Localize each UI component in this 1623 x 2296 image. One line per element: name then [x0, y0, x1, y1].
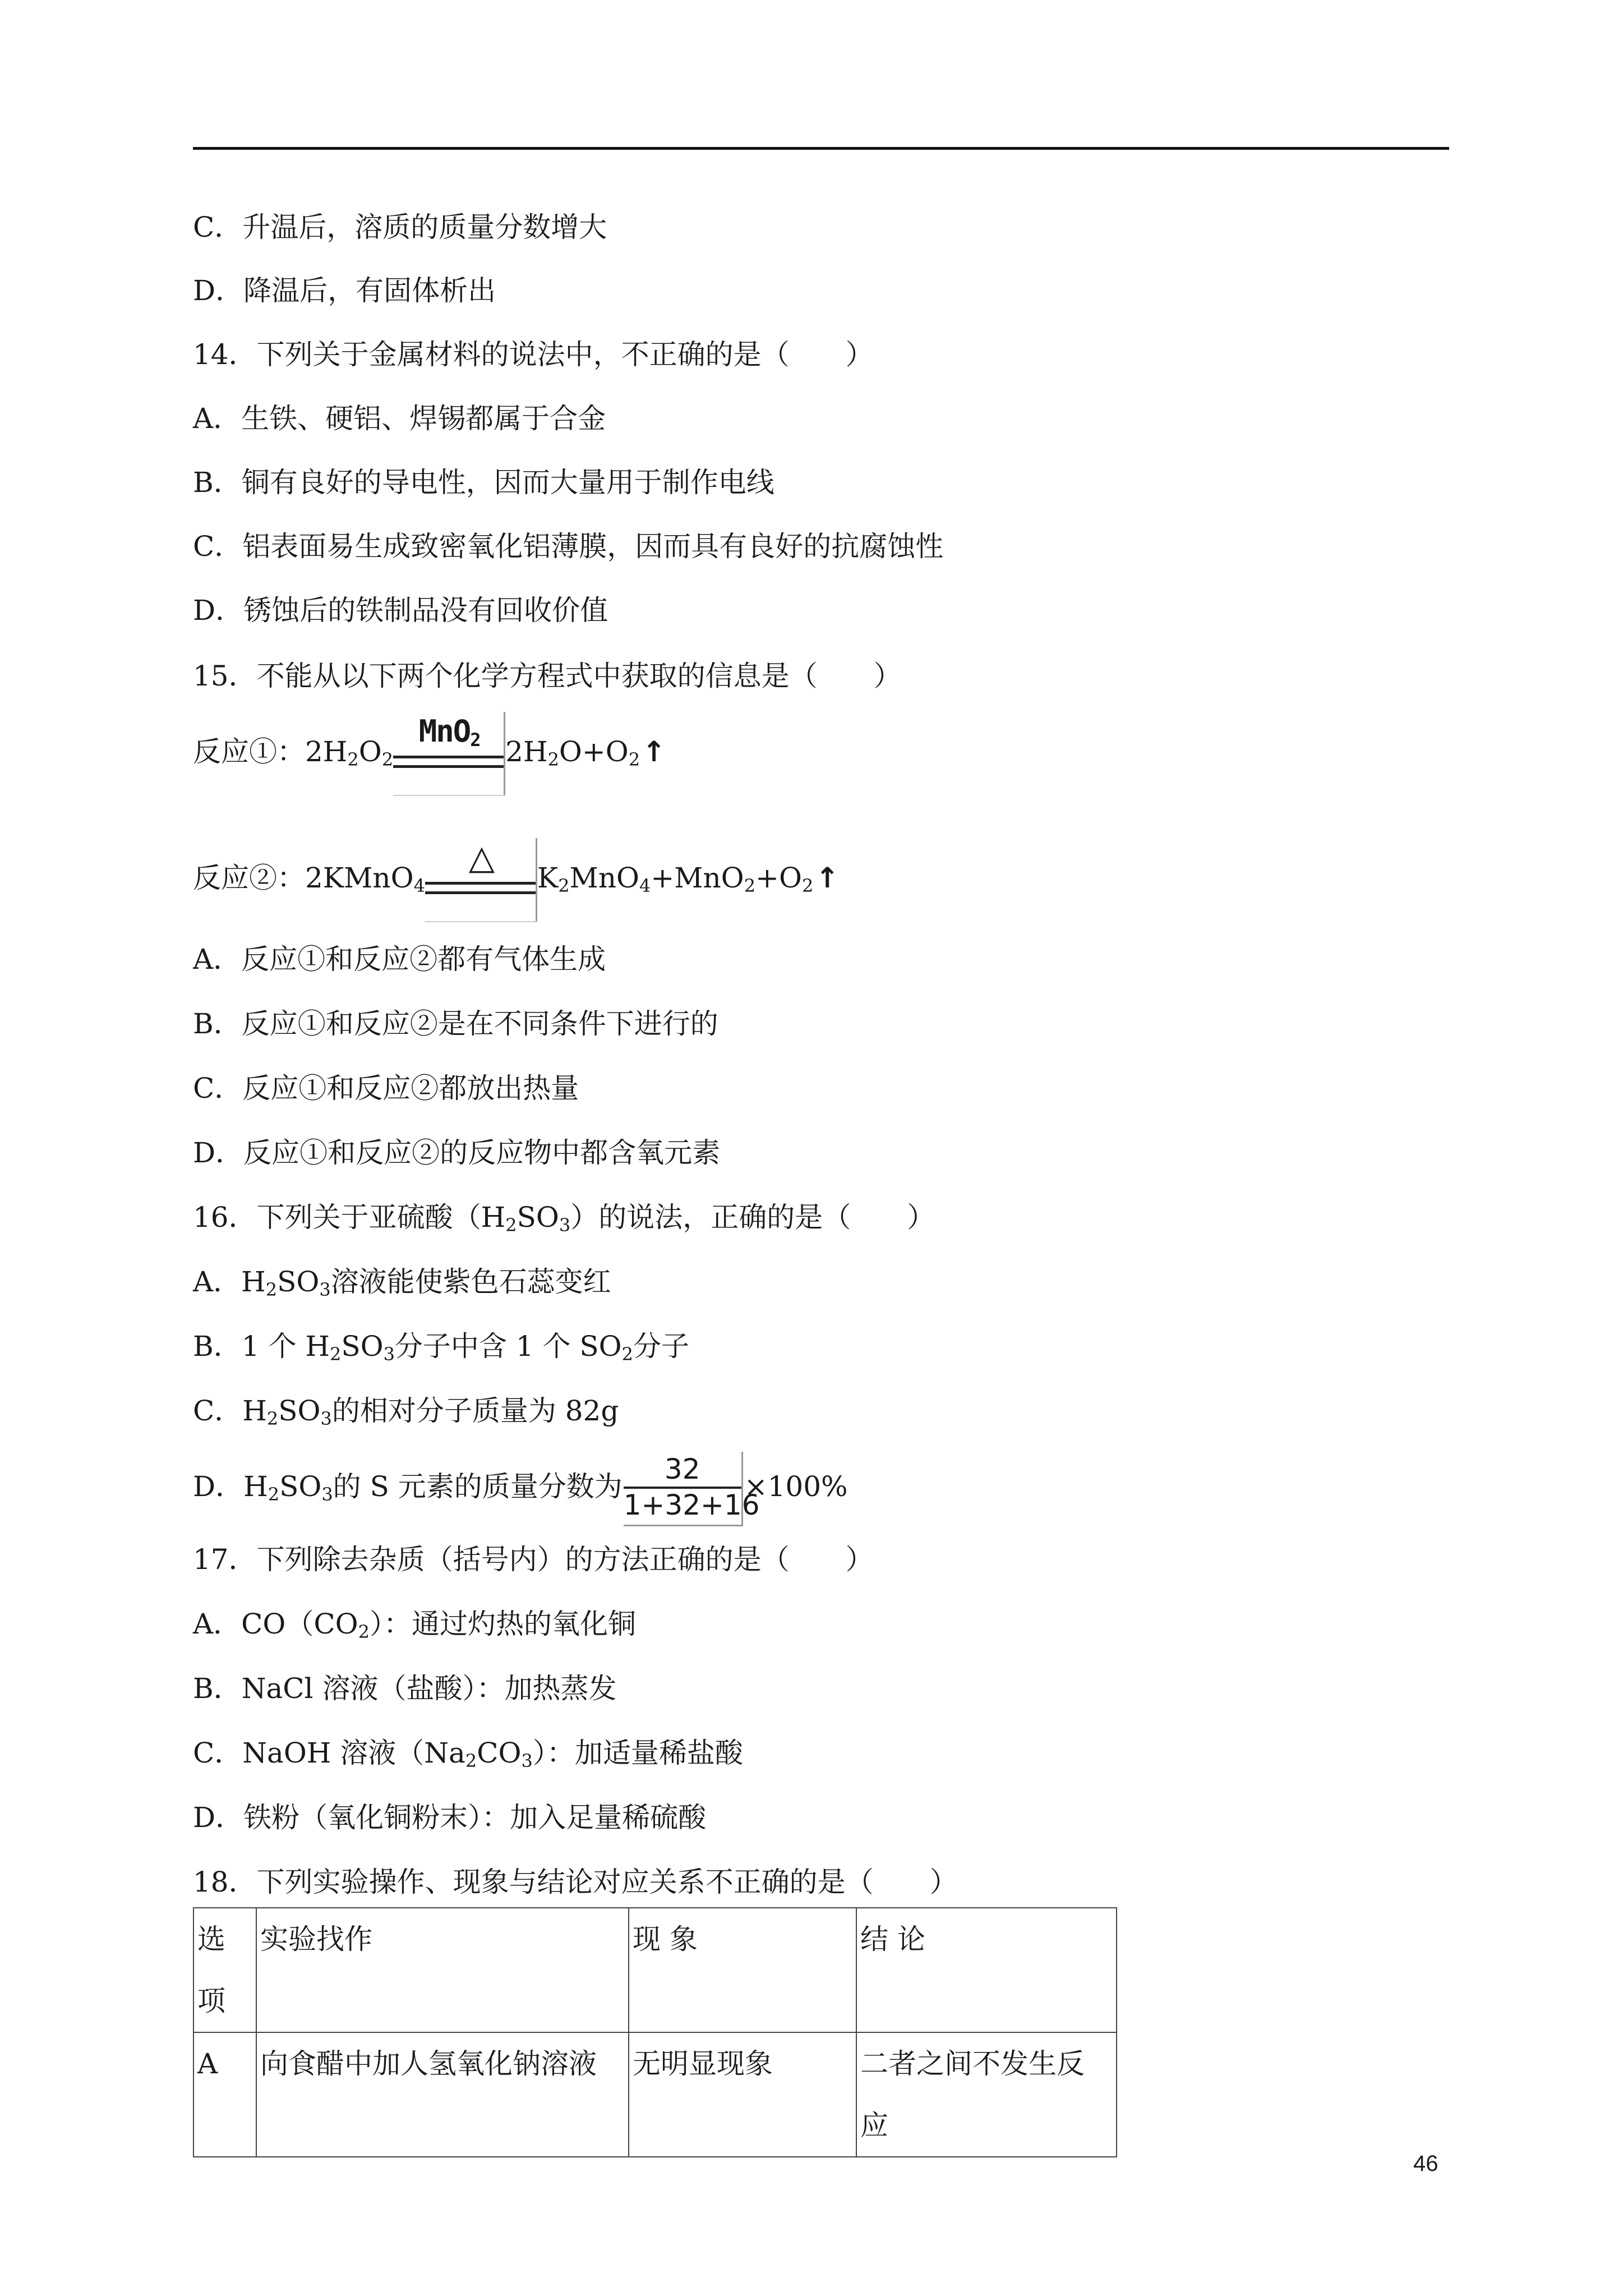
gas-arrow-icon: ↑ [642, 735, 666, 768]
mno2-catalyst-condition: MnO$_2$ [393, 712, 505, 796]
table-cell: A [193, 2032, 256, 2157]
q18-stem: 18．下列实验操作、现象与结论对应关系不正确的是（ ） [193, 1866, 958, 1898]
header-rule [193, 147, 1449, 150]
table-row [193, 2032, 1117, 2157]
reaction-2 [193, 836, 839, 922]
table-header-row [193, 1908, 1117, 2032]
table-header-cell: 选项 [193, 1908, 256, 2032]
table-cell: 无明显现象 [629, 2032, 856, 2157]
q16-option-c: C．$H_2SO_3$的相对分子质量为 82g [193, 1395, 619, 1429]
reaction-1-rhs: $2H_2O+O_2$ [505, 735, 640, 770]
mass-fraction: $\frac{32}{1+32+16}$ [624, 1452, 743, 1526]
reaction-1 [193, 710, 666, 796]
q17-option-d: D．铁粉（氧化铜粉末）：加入足量稀硫酸 [193, 1801, 707, 1834]
table-header-cell: 结 论 [856, 1908, 1117, 2032]
reaction-2-rhs: $K_2MnO_4+MnO_2+O_2$ [537, 862, 814, 896]
q16-option-b: B．1 个 $H_2SO_3$分子中含 1 个 $SO_2$分子 [193, 1330, 690, 1365]
table-header-cell: 现 象 [629, 1908, 856, 2032]
table-header-cell: 实验找作 [256, 1908, 629, 2032]
q15-option-b: B．反应①和反应②是在不同条件下进行的 [193, 1007, 718, 1040]
q17-option-a: A．$CO(CO_2)$：通过灼热的氧化铜 [193, 1608, 636, 1642]
gas-arrow-icon: ↑ [815, 862, 840, 894]
q13-option-d: D．降温后，有固体析出 [193, 274, 496, 307]
q14-option-a: A．生铁、硬铝、焊锡都属于合金 [193, 402, 606, 435]
q15-option-c: C．反应①和反应②都放出热量 [193, 1072, 579, 1105]
table-cell: 向食醋中加人氢氧化钠溶液 [256, 2032, 629, 2157]
table-cell: 二者之间不发生反 应 [856, 2032, 1117, 2157]
q14-option-b: B．铜有良好的导电性，因而大量用于制作电线 [193, 466, 774, 499]
q13-option-c: C．升温后，溶质的质量分数增大 [193, 211, 607, 243]
q14-option-c: C．铝表面易生成致密氧化铝薄膜，因而具有良好的抗腐蚀性 [193, 530, 944, 563]
reaction-1-lhs: 反应①：$2H_2O_2$ [193, 735, 394, 770]
q17-option-c: C．NaOH 溶液$(Na_2CO_3)$：加适量稀盐酸 [193, 1737, 743, 1772]
q14-stem: 14．下列关于金属材料的说法中，不正确的是（ ） [193, 338, 874, 371]
q15-stem: 15．不能从以下两个化学方程式中获取的信息是（ ） [193, 660, 902, 692]
experiment-table [193, 1907, 1117, 2157]
q15-option-a: A．反应①和反应②都有气体生成 [193, 943, 606, 976]
q15-option-d: D．反应①和反应②的反应物中都含氧元素 [193, 1137, 721, 1169]
q16-option-a: A．$H_2SO_3$溶液能使紫色石蕊变红 [193, 1266, 611, 1300]
q17-option-b: B．NaCl 溶液（盐酸）：加热蒸发 [193, 1672, 617, 1705]
heating-condition: △ [425, 838, 537, 922]
q17-stem: 17．下列除去杂质（括号内）的方法正确的是（ ） [193, 1543, 874, 1576]
q14-option-d: D．锈蚀后的铁制品没有回收价值 [193, 594, 608, 627]
reaction-2-lhs: 反应②：2KMnO$_4$ [193, 862, 425, 896]
page-number: 46 [1413, 2151, 1438, 2176]
q16-stem: 16．下列关于亚硫酸$(H_2SO_3)$的说法，正确的是（ ） [193, 1201, 935, 1236]
q16-option-d: D．$H_2SO_3$的 S 元素的质量分数为 $\frac{32}{1+32+16}$ ×100% [193, 1447, 848, 1526]
